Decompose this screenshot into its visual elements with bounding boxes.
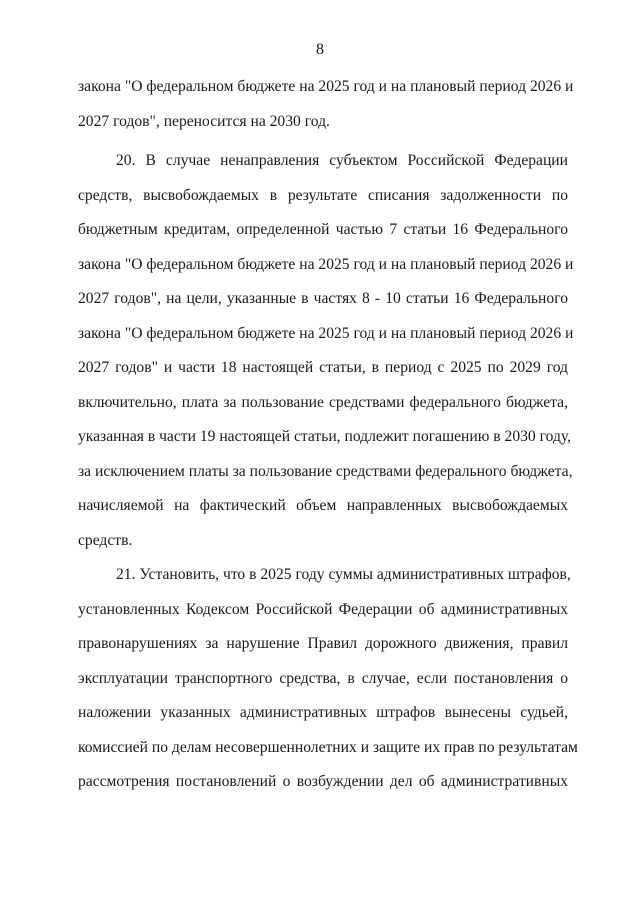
text-line: 20. В случае ненаправления субъектом Российской Федерации bbox=[116, 152, 568, 169]
text-line: установленных Кодексом Российской Федерации об административных bbox=[78, 600, 568, 618]
text-line: средств, высвобождаемых в результате списания задолженности по bbox=[78, 186, 568, 204]
page-number: 8 bbox=[316, 41, 324, 58]
text-line: правонарушениях за нарушение Правил дорожного движения, правил bbox=[78, 635, 568, 652]
text-line: закона "О федеральном бюджете на 2025 год и на плановый период 2026 и bbox=[78, 78, 574, 95]
text-line: начисляемой на фактический объем направленных высвобождаемых bbox=[78, 497, 568, 514]
text-line: эксплуатации транспортного средства, в случае, если постановления о bbox=[78, 669, 568, 687]
text-line: рассмотрения постановлений о возбуждении дел об административных bbox=[78, 773, 568, 790]
text-line: указанная в части 19 настоящей статьи, подлежит погашению в 2030 году, bbox=[78, 428, 572, 445]
text-line: закона "О федеральном бюджете на 2025 год и на плановый период 2026 и bbox=[78, 255, 574, 273]
text-line: 2027 годов", на цели, указанные в частях 8 - 10 статьи 16 Федерального bbox=[78, 290, 568, 307]
text-line: средств. bbox=[78, 531, 133, 549]
paragraph-20 bbox=[78, 144, 574, 558]
text-line: наложении указанных административных штрафов вынесены судьей, bbox=[78, 704, 568, 721]
paragraph-19-continuation bbox=[78, 70, 574, 139]
text-line: бюджетным кредитам, определенной частью 7 статьи 16 Федерального bbox=[78, 221, 568, 238]
text-line: комиссией по делам несовершеннолетних и защите их прав по результатам bbox=[78, 738, 578, 756]
text-line: включительно, плата за пользование средствами федерального бюджета, bbox=[78, 393, 568, 411]
text-line: 2027 годов", переносится на 2030 год. bbox=[78, 112, 330, 130]
paragraph-21 bbox=[78, 558, 578, 800]
text-line: за исключением платы за пользование средствами федерального бюджета, bbox=[78, 462, 573, 480]
text-line: 21. Установить, что в 2025 году суммы административных штрафов, bbox=[116, 566, 571, 583]
text-line: закона "О федеральном бюджете на 2025 год и на плановый период 2026 и bbox=[78, 324, 574, 342]
text-line: 2027 годов" и части 18 настоящей статьи, в период с 2025 по 2029 год bbox=[78, 359, 568, 376]
